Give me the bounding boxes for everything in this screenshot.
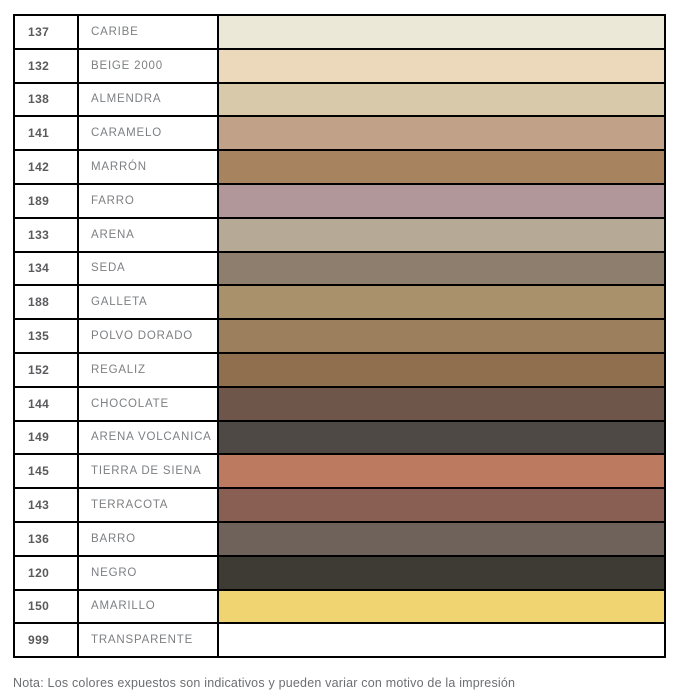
color-swatch bbox=[219, 253, 664, 285]
color-code: 133 bbox=[15, 219, 79, 251]
color-code: 152 bbox=[15, 354, 79, 386]
color-swatch bbox=[219, 219, 664, 251]
color-table bbox=[13, 14, 666, 658]
table-row bbox=[15, 149, 664, 183]
color-code: 149 bbox=[15, 422, 79, 454]
color-code: 136 bbox=[15, 523, 79, 555]
color-name: SEDA bbox=[79, 253, 219, 285]
table-row bbox=[15, 589, 664, 623]
color-swatch bbox=[219, 185, 664, 217]
footer-note: Nota: Los colores expuestos son indicativos y pueden variar con motivo de la impresión bbox=[13, 676, 516, 690]
color-code: 189 bbox=[15, 185, 79, 217]
color-name: POLVO DORADO bbox=[79, 320, 219, 352]
color-swatch bbox=[219, 117, 664, 149]
table-row bbox=[15, 453, 664, 487]
color-swatch bbox=[219, 422, 664, 454]
table-row bbox=[15, 115, 664, 149]
color-code: 141 bbox=[15, 117, 79, 149]
table-row bbox=[15, 521, 664, 555]
color-name: MARRÓN bbox=[79, 151, 219, 183]
color-code: 144 bbox=[15, 388, 79, 420]
table-row bbox=[15, 82, 664, 116]
color-swatch bbox=[219, 455, 664, 487]
color-name: REGALIZ bbox=[79, 354, 219, 386]
color-code: 150 bbox=[15, 591, 79, 623]
color-code: 142 bbox=[15, 151, 79, 183]
color-code: 132 bbox=[15, 50, 79, 82]
table-row bbox=[15, 217, 664, 251]
color-swatch bbox=[219, 591, 664, 623]
color-swatch bbox=[219, 151, 664, 183]
color-swatch bbox=[219, 286, 664, 318]
color-code: 134 bbox=[15, 253, 79, 285]
color-name: CHOCOLATE bbox=[79, 388, 219, 420]
color-name: FARRO bbox=[79, 185, 219, 217]
color-swatch bbox=[219, 50, 664, 82]
color-name: ALMENDRA bbox=[79, 84, 219, 116]
color-swatch bbox=[219, 523, 664, 555]
color-name: BARRO bbox=[79, 523, 219, 555]
table-row bbox=[15, 48, 664, 82]
color-name: ARENA VOLCANICA bbox=[79, 422, 219, 454]
color-name: AMARILLO bbox=[79, 591, 219, 623]
color-code: 135 bbox=[15, 320, 79, 352]
color-name: GALLETA bbox=[79, 286, 219, 318]
color-name: ARENA bbox=[79, 219, 219, 251]
color-code: 120 bbox=[15, 557, 79, 589]
color-name: TIERRA DE SIENA bbox=[79, 455, 219, 487]
color-code: 999 bbox=[15, 624, 79, 656]
table-row bbox=[15, 318, 664, 352]
table-row bbox=[15, 284, 664, 318]
color-swatch bbox=[219, 624, 664, 656]
color-swatch bbox=[219, 354, 664, 386]
color-code: 143 bbox=[15, 489, 79, 521]
color-name: CARIBE bbox=[79, 16, 219, 48]
color-name: TERRACOTA bbox=[79, 489, 219, 521]
color-swatch bbox=[219, 16, 664, 48]
color-code: 137 bbox=[15, 16, 79, 48]
color-name: NEGRO bbox=[79, 557, 219, 589]
color-swatch bbox=[219, 84, 664, 116]
color-code: 138 bbox=[15, 84, 79, 116]
table-row bbox=[15, 420, 664, 454]
color-swatch bbox=[219, 557, 664, 589]
color-name: CARAMELO bbox=[79, 117, 219, 149]
table-row bbox=[15, 251, 664, 285]
table-row bbox=[15, 183, 664, 217]
color-swatch bbox=[219, 489, 664, 521]
color-name: TRANSPARENTE bbox=[79, 624, 219, 656]
color-code: 145 bbox=[15, 455, 79, 487]
color-code: 188 bbox=[15, 286, 79, 318]
table-row bbox=[15, 16, 664, 48]
table-row bbox=[15, 352, 664, 386]
color-swatch bbox=[219, 320, 664, 352]
table-row bbox=[15, 555, 664, 589]
color-swatch bbox=[219, 388, 664, 420]
color-name: BEIGE 2000 bbox=[79, 50, 219, 82]
table-row bbox=[15, 487, 664, 521]
table-row bbox=[15, 622, 664, 656]
table-row bbox=[15, 386, 664, 420]
